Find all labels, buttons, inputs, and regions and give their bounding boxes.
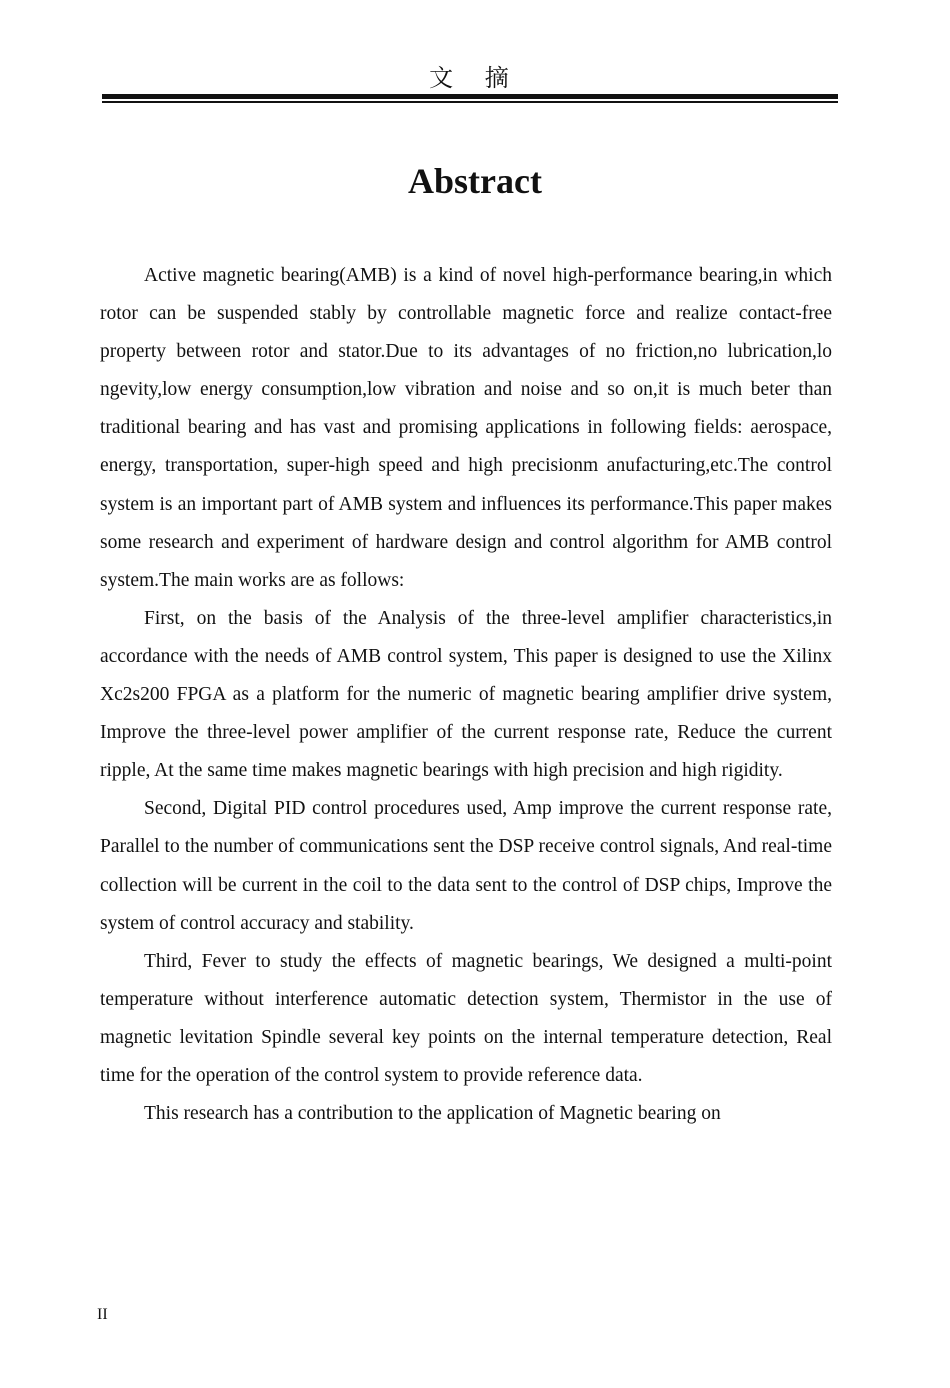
page-title: Abstract [408, 161, 542, 201]
paragraph-contribution: This research has a contribution to the application of Magnetic bearing on [144, 1103, 721, 1125]
header-rule-thin [102, 101, 838, 103]
paragraph-second: Second, Digital PID control procedures used, Amp improve the current response rate, Parallel to the number of communications sent the DSP receive control signals, And real-time collection will be current in the coil to the data sent to the control of DSP chips, Improve the system of control accuracy and stability. [100, 798, 832, 934]
running-header: 文 摘 [429, 64, 521, 92]
paragraph-third: Third, Fever to study the effects of magnetic bearings, We designed a multi-point temperature without interference automatic detection system, Thermistor in the use of magnetic levitation Spindle several key points on the internal temperature detection, Real time for the operation of the control system to provide reference data. [100, 950, 832, 1086]
abstract-body [100, 257, 832, 1133]
page-number: II [97, 1306, 108, 1323]
header-rule-thick [102, 94, 838, 99]
paragraph-intro: Active magnetic bearing(AMB) is a kind of novel high-performance bearing,in which rotor can be suspended stably by controllable magnetic force and realize contact-free property between rotor and stator.Due to its advantages of no friction,no lubrication,lo ngevity,low energy consumption,low vibration and noise and so on,it is much beter than traditional bearing and has vast and promising applications in following fields: aerospace, energy, transportation, super-high speed and high precisionm anufacturing,etc.The control system is an important part of AMB system and influences its performance.This paper makes some research and experiment of hardware design and control algorithm for AMB control system.The main works are as follows: [100, 265, 832, 591]
paragraph-first: First, on the basis of the Analysis of the three-level amplifier characteristics,in accordance with the needs of AMB control system, This paper is designed to use the Xilinx Xc2s200 FPGA as a platform for the numeric of magnetic bearing amplifier drive system, Improve the three-level power amplifier of the current response rate, Reduce the current ripple, At the same time makes magnetic bearings with high precision and high rigidity. [100, 607, 832, 782]
